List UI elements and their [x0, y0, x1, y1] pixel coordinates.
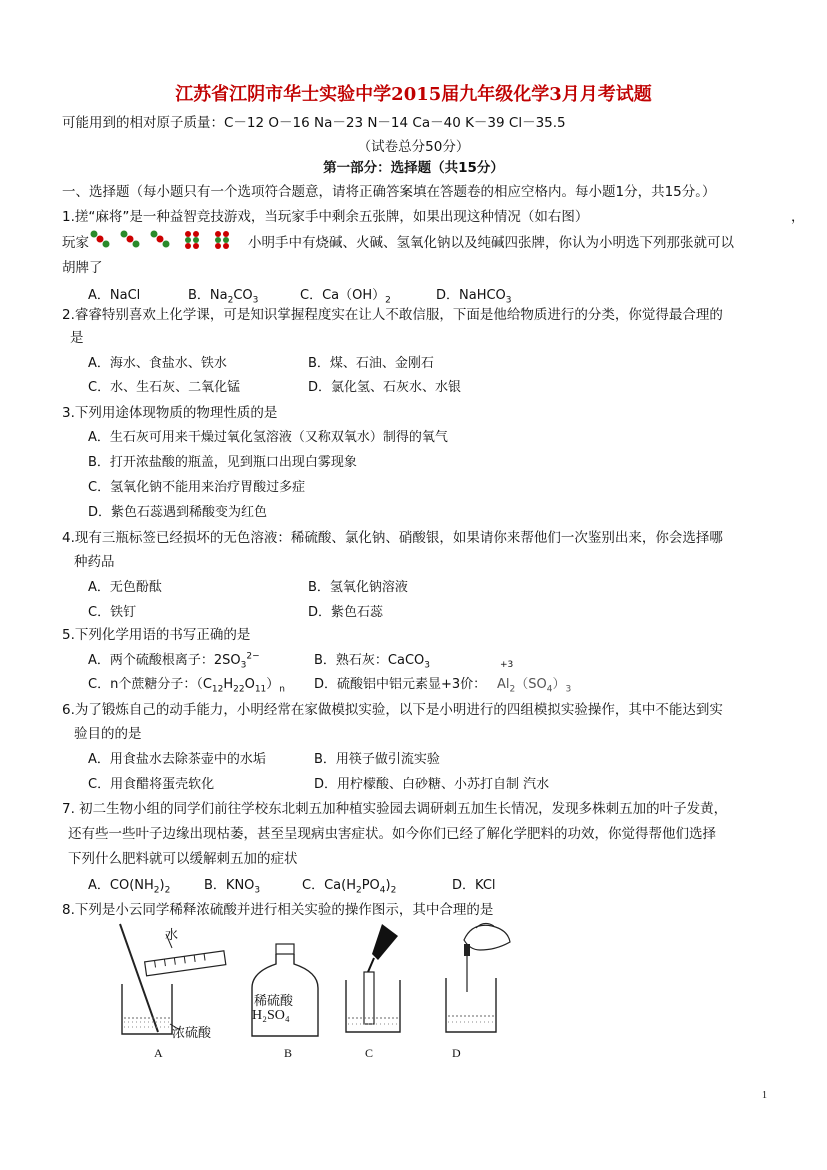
q2-option-d: D．氯化氢、石灰水、水银	[308, 380, 462, 395]
q5-al2so43: $Al_2(SO_4)_3$	[497, 677, 572, 695]
q2-option-b: B．煤、石油、金刚石	[308, 356, 434, 371]
q1-option-d: D．NaHCO$_3$	[436, 288, 512, 306]
q4-option-c: C．铁钉	[88, 605, 137, 620]
q8-line1: 8.下列是小云同学稀释浓硫酸并进行相关实验的操作图示，其中合理的是	[62, 902, 494, 918]
q2-line1: 2.睿睿特别喜欢上化学课，可是知识掌握程度实在让人不敢信服，下面是他给物质进行的分类，你觉得最合理的	[62, 307, 723, 323]
q7-option-a: A．$CO(NH_2)_2$	[88, 878, 171, 896]
q6-option-b: B．用筷子做引流实验	[314, 752, 440, 767]
q2-option-c: C．水、生石灰、二氧化锰	[88, 380, 241, 395]
q3-option-a: A．生石灰可用来干燥过氧化氢溶液（又称双氧水）制得的氧气	[88, 430, 448, 445]
figure-label-d: D	[452, 1046, 461, 1060]
q1-line3: 胡牌了	[62, 260, 103, 276]
q5-option-a: A．两个硫酸根离子：$2SO_3^{2-}$	[88, 651, 260, 671]
q7-line2: 还有些一些叶子边缘出现枯萎，甚至呈现病虫害症状。如今你们已经了解化学肥料的功效，你觉得帮他们选择	[68, 826, 716, 842]
q4-option-b: B．氢氧化钠溶液	[308, 580, 408, 595]
q6-line2: 验目的的是	[74, 726, 142, 742]
q7-line3: 下列什么肥料就可以缓解刺五加的症状	[68, 851, 298, 867]
q4-option-d: D．紫色石蕊	[308, 605, 384, 620]
q1-comma: ，	[791, 209, 805, 225]
total-score: （试卷总分50分）	[357, 139, 470, 155]
q4-line2: 种药品	[74, 554, 115, 570]
figure-b-label-formula: H₂SO₄	[252, 1008, 290, 1023]
q6-option-c: C．用食醋将蛋壳软化	[88, 777, 215, 792]
figure-b-label-name: 稀硫酸	[254, 994, 294, 1009]
figure-d-dropper	[436, 920, 516, 1040]
q3-option-d: D．紫色石蕊遇到稀酸变为红色	[88, 505, 268, 520]
q3-option-c: C．氢氧化钠不能用来治疗胃酸过多症	[88, 480, 306, 495]
q3-option-b: B．打开浓盐酸的瓶盖，见到瓶口出现白雾现象	[88, 455, 357, 470]
figure-label-a: A	[154, 1046, 163, 1060]
q1-line1: 1.搓“麻将”是一种益智竞技游戏，当玩家手中剩余五张牌，如果出现这种情况（如右图）	[62, 209, 589, 225]
q6-option-a: A．用食盐水去除茶壶中的水垢	[88, 752, 266, 767]
q1-line2a: 玩家	[62, 235, 89, 251]
q1-line2b: 小明手中有烧碱、火碱、氢氧化钠以及纯碱四张牌，你认为小明选下列那张就可以	[248, 235, 734, 251]
part1-title: 第一部分：选择题（共15分）	[323, 160, 504, 176]
q1-option-c: C．$Ca(OH)_2$	[300, 288, 391, 306]
q5-plus3-label: +3	[500, 660, 514, 670]
document-title: 江苏省江阴市华士实验中学2015届九年级化学3月月考试题	[175, 84, 652, 105]
q6-option-d: D．用柠檬酸、白砂糖、小苏打自制 汽水	[314, 777, 550, 792]
q5-option-d: D．硫酸铝中铝元素显+3价：	[314, 677, 487, 692]
figure-label-c: C	[365, 1046, 374, 1060]
mahjong-tiles-image	[88, 228, 248, 254]
q4-option-a: A．无色酚酞	[88, 580, 162, 595]
figure-label-b: B	[284, 1046, 293, 1060]
q6-line1: 6.为了锻炼自己的动手能力，小明经常在家做模拟实验，以下是小明进行的四组模拟实验操作，其中不能达到实	[62, 702, 723, 718]
q2-option-a: A．海水、食盐水、铁水	[88, 356, 227, 371]
q4-line1: 4.现有三瓶标签已经损坏的无色溶液：稀硫酸、氯化钠、硝酸银，如果请你来帮他们一次鉴别出来，你会选择哪	[62, 530, 723, 546]
figure-c-test-tube	[338, 922, 408, 1038]
figure-a-water-label: 水	[165, 928, 179, 943]
q5-option-b: B．熟石灰：CaCO$_3$	[314, 653, 431, 671]
q7-line1: 7. 初二生物小组的同学们前往学校东北刺五加种植实验园去调研刺五加生长情况，发现多株刺五加的叶子发黄，	[62, 801, 728, 817]
q1-option-a: A．NaCl	[88, 288, 141, 303]
q5-option-c: C．n个蔗糖分子：$(C_{12}H_{22}O_{11})_n$	[88, 677, 286, 695]
q3-line1: 3.下列用途体现物质的物理性质的是	[62, 405, 278, 421]
page-number: 1	[762, 1090, 767, 1101]
q2-line2: 是	[70, 330, 84, 346]
section-instructions: 一、选择题（每小题只有一个选项符合题意，请将正确答案填在答题卷的相应空格内。每小题1分，共15分。）	[62, 184, 716, 200]
q5-line1: 5.下列化学用语的书写正确的是	[62, 627, 251, 643]
q7-option-d: D．KCl	[452, 878, 496, 893]
q7-option-b: B．$KNO_3$	[204, 878, 261, 896]
figure-a-acid-label: 浓硫酸	[172, 1026, 212, 1041]
atomic-masses: 可能用到的相对原子质量：C－12 O－16 Na－23 N－14 Ca－40 K－39 Cl－35.5	[62, 115, 566, 131]
q7-option-c: C．$Ca(H_2PO_4)_2$	[302, 878, 397, 896]
q1-option-b: B．$Na_2CO_3$	[188, 288, 259, 306]
